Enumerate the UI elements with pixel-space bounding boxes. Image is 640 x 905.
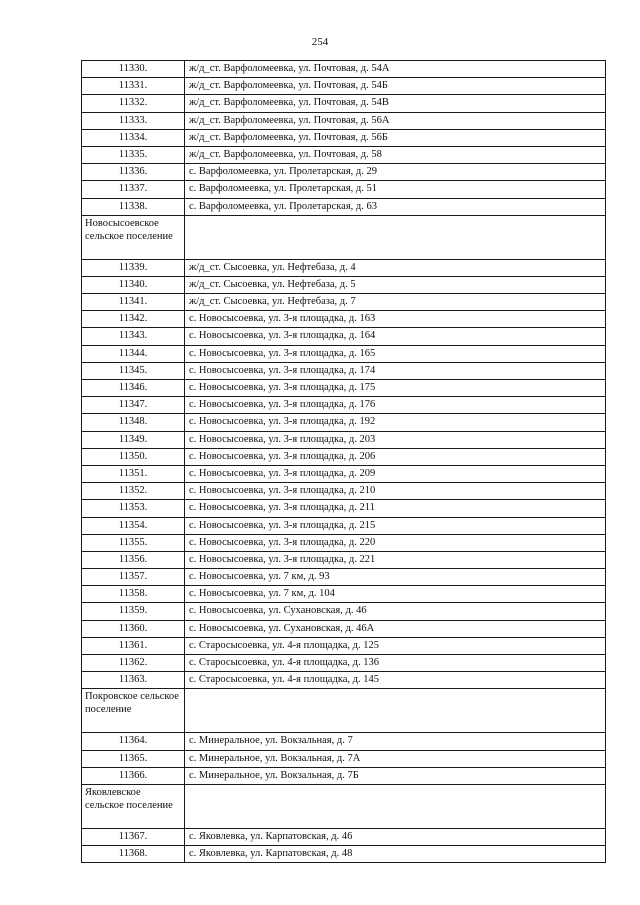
row-number: 11348. [82,414,185,431]
row-number: 11359. [82,603,185,620]
row-address: с. Новосысоевка, ул. 3-я площадка, д. 220 [185,534,606,551]
table-row [82,146,606,163]
row-address: с. Яковлевка, ул. Карпатовская, д. 48 [185,846,606,863]
row-number: 11350. [82,448,185,465]
table-row [82,465,606,482]
row-address: с. Новосысоевка, ул. Сухановская, д. 46 [185,603,606,620]
table-row [82,637,606,654]
row-address: с. Варфоломеевка, ул. Пролетарская, д. 63 [185,198,606,215]
table-row [82,733,606,750]
row-number: 11355. [82,534,185,551]
section-name: Новосысоевское сельское поселение [82,215,185,259]
row-address: с. Новосысоевка, ул. 3-я площадка, д. 163 [185,311,606,328]
row-address: ж/д_ст. Сысоевка, ул. Нефтебаза, д. 5 [185,276,606,293]
row-address: с. Минеральное, ул. Вокзальная, д. 7Б [185,767,606,784]
row-address: ж/д_ст. Сысоевка, ул. Нефтебаза, д. 4 [185,259,606,276]
table-row [82,603,606,620]
page-number: 254 [311,36,329,48]
row-address: с. Яковлевка, ул. Карпатовская, д. 46 [185,828,606,845]
table-row [82,569,606,586]
row-address: ж/д_ст. Сысоевка, ул. Нефтебаза, д. 7 [185,294,606,311]
table-row [82,61,606,78]
table-row [82,620,606,637]
row-address: с. Новосысоевка, ул. 3-я площадка, д. 211 [185,500,606,517]
row-number: 11339. [82,259,185,276]
section-row [82,689,606,733]
row-number: 11368. [82,846,185,863]
row-number: 11354. [82,517,185,534]
table-row [82,517,606,534]
row-number: 11340. [82,276,185,293]
row-number: 11352. [82,483,185,500]
table-row [82,448,606,465]
row-number: 11345. [82,362,185,379]
row-address: с. Новосысоевка, ул. 7 км, д. 104 [185,586,606,603]
section-row [82,215,606,259]
row-number: 11351. [82,465,185,482]
row-number: 11331. [82,78,185,95]
table-row [82,380,606,397]
row-number: 11353. [82,500,185,517]
row-address: с. Новосысоевка, ул. 3-я площадка, д. 215 [185,517,606,534]
row-number: 11358. [82,586,185,603]
table-row [82,311,606,328]
row-address: с. Новосысоевка, ул. 7 км, д. 93 [185,569,606,586]
row-address: с. Новосысоевка, ул. 3-я площадка, д. 221 [185,551,606,568]
table-row [82,750,606,767]
row-number: 11346. [82,380,185,397]
table-row [82,112,606,129]
section-name: Покровское сельское поселение [82,689,185,733]
row-number: 11363. [82,672,185,689]
table-row [82,431,606,448]
row-address: с. Варфоломеевка, ул. Пролетарская, д. 29 [185,164,606,181]
row-number: 11364. [82,733,185,750]
row-number: 11330. [82,61,185,78]
table-row [82,276,606,293]
address-table-body [82,61,606,863]
table-row [82,551,606,568]
table-row [82,828,606,845]
row-number: 11349. [82,431,185,448]
row-number: 11334. [82,129,185,146]
table-row [82,259,606,276]
table-row [82,655,606,672]
row-number: 11361. [82,637,185,654]
section-empty-cell [185,784,606,828]
row-address: с. Старосысоевка, ул. 4-я площадка, д. 136 [185,655,606,672]
section-empty-cell [185,689,606,733]
table-row [82,294,606,311]
table-row [82,414,606,431]
row-address: с. Варфоломеевка, ул. Пролетарская, д. 51 [185,181,606,198]
row-number: 11367. [82,828,185,845]
row-number: 11362. [82,655,185,672]
table-row [82,328,606,345]
row-address: с. Новосысоевка, ул. 3-я площадка, д. 175 [185,380,606,397]
row-number: 11341. [82,294,185,311]
row-address: с. Новосысоевка, ул. 3-я площадка, д. 206 [185,448,606,465]
row-address: с. Новосысоевка, ул. 3-я площадка, д. 164 [185,328,606,345]
table-row [82,672,606,689]
row-number: 11360. [82,620,185,637]
row-address: с. Минеральное, ул. Вокзальная, д. 7 [185,733,606,750]
table-row [82,95,606,112]
row-address: с. Новосысоевка, ул. 3-я площадка, д. 165 [185,345,606,362]
table-row [82,586,606,603]
table-row [82,198,606,215]
row-number: 11338. [82,198,185,215]
row-number: 11356. [82,551,185,568]
table-row [82,846,606,863]
table-row [82,483,606,500]
row-address: с. Новосысоевка, ул. 3-я площадка, д. 210 [185,483,606,500]
row-address: ж/д_ст. Варфоломеевка, ул. Почтовая, д. 54А [185,61,606,78]
row-number: 11336. [82,164,185,181]
row-address: ж/д_ст. Варфоломеевка, ул. Почтовая, д. 58 [185,146,606,163]
row-number: 11333. [82,112,185,129]
table-row [82,78,606,95]
row-address: ж/д_ст. Варфоломеевка, ул. Почтовая, д. 56Б [185,129,606,146]
section-name: Яковлевское сельское поселение [82,784,185,828]
address-table [81,60,606,863]
row-number: 11366. [82,767,185,784]
row-address: ж/д_ст. Варфоломеевка, ул. Почтовая, д. 56А [185,112,606,129]
row-address: с. Новосысоевка, ул. Сухановская, д. 46А [185,620,606,637]
row-number: 11347. [82,397,185,414]
row-number: 11335. [82,146,185,163]
row-number: 11337. [82,181,185,198]
row-address: с. Старосысоевка, ул. 4-я площадка, д. 125 [185,637,606,654]
row-number: 11344. [82,345,185,362]
table-row [82,397,606,414]
table-row [82,362,606,379]
row-address: с. Новосысоевка, ул. 3-я площадка, д. 192 [185,414,606,431]
row-address: с. Минеральное, ул. Вокзальная, д. 7А [185,750,606,767]
row-address: с. Новосысоевка, ул. 3-я площадка, д. 176 [185,397,606,414]
row-address: с. Новосысоевка, ул. 3-я площадка, д. 174 [185,362,606,379]
row-address: с. Старосысоевка, ул. 4-я площадка, д. 145 [185,672,606,689]
row-address: с. Новосысоевка, ул. 3-я площадка, д. 203 [185,431,606,448]
table-row [82,500,606,517]
table-row [82,534,606,551]
table-row [82,129,606,146]
table-row [82,345,606,362]
row-number: 11365. [82,750,185,767]
row-address: с. Новосысоевка, ул. 3-я площадка, д. 209 [185,465,606,482]
row-number: 11357. [82,569,185,586]
row-address: ж/д_ст. Варфоломеевка, ул. Почтовая, д. 54Б [185,78,606,95]
row-address: ж/д_ст. Варфоломеевка, ул. Почтовая, д. 54В [185,95,606,112]
table-row [82,767,606,784]
table-row [82,164,606,181]
row-number: 11332. [82,95,185,112]
table-row [82,181,606,198]
section-empty-cell [185,215,606,259]
row-number: 11342. [82,311,185,328]
section-row [82,784,606,828]
row-number: 11343. [82,328,185,345]
